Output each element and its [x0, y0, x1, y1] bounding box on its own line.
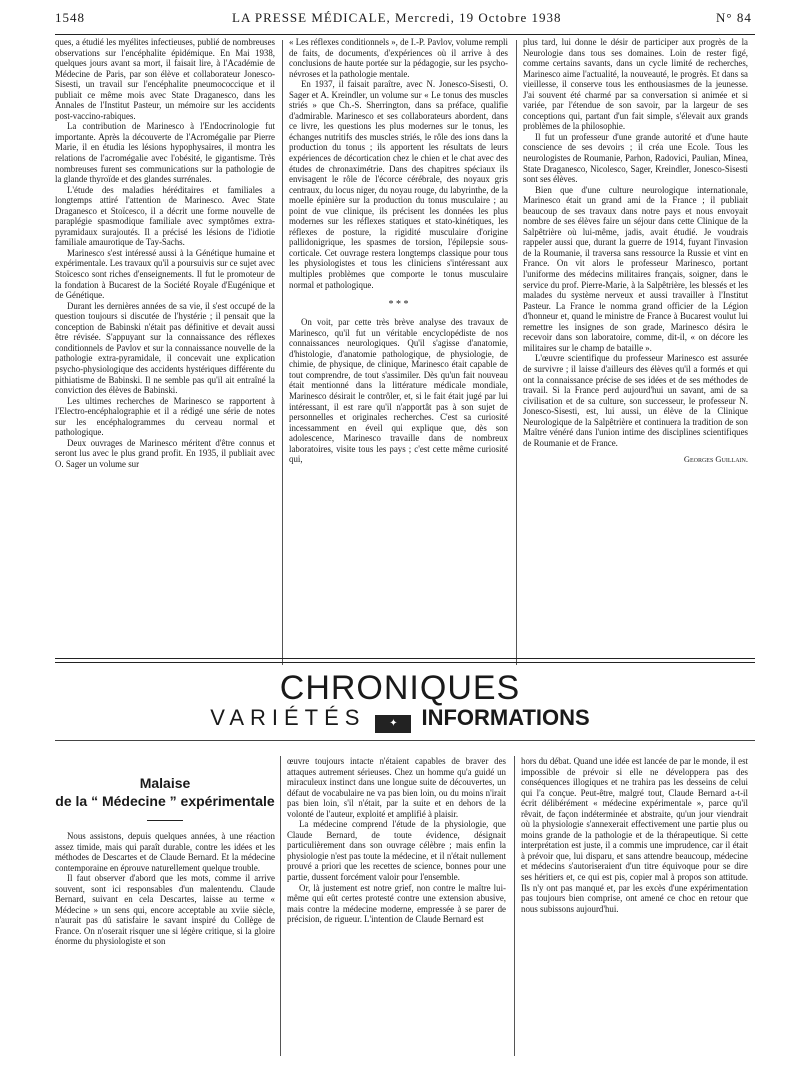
- section-double-rule: [55, 658, 755, 663]
- paragraph: La médecine comprend l'étude de la physiologie, que Claude Bernard, de toute évidence, désignait particulièrement dans son ouvrage célèbre ; mais enfin la physiologie n'est pas toute la médecine, et il n'était nullement prouvé a priori que les recettes de science, bonnes pour une partie, dussent forcément valoir pour l'ensemble.: [287, 819, 506, 883]
- paragraph: La contribution de Marinesco à l'Endocrinologie fut importante. Après la découverte de l'Acromégalie par Pierre Marie, il en étudia les lésions hypophysaires, il montra les relations de l'acromégalie avec l'obésité, le gigantisme. Très nombreuses furent ses communications sur la pathologie de la glande thyroïde et des glandes surrénales.: [55, 121, 275, 185]
- section-rule: [55, 740, 755, 741]
- article-title-line-1: Malaise: [139, 775, 191, 791]
- issue-number: N° 84: [716, 10, 752, 25]
- article-title-line-2: de la “ Médecine ” expérimentale: [55, 793, 275, 809]
- paragraph: hors du débat. Quand une idée est lancée de par le monde, il est impossible de prévoir si elle ne développera pas des conséquences illogiques et ne trahira pas les desseins de celui qui l'a conçue. Peut-être, malgré tout, Claude Bernard a-t-il écrit délibérément « médecine expérimentale », parce qu'il rêvait, de façon indéterminée et abstraite, qu'un jour viendrait où la physiologie s'annexerait effectivement une partie plus ou moins grande de la pathologie et de la thérapeutique. Si cette interprétation est juste, il a commis une imprudence, car il était à prévoir que, lui disparu, et sans attendre beaucoup, médecine et médecins s'autoriseraient d'un titre équivoque pour se dire ses héritiers et, ce qui est pis, copier mal à propos son attitude. Ils n'y ont pas manqué et, par les excès d'une expérimentation pas toujours bien comprise, ont amené ce choc en retour que nous subissons aujourd'hui.: [521, 756, 748, 914]
- column-divider: [280, 756, 281, 1056]
- paragraph: œuvre toujours intacte n'étaient capables de braver des attaques autrement sérieuses. Chez un homme qu'a guidé un miraculeux instinct dans une longue suite de découvertes, un défaut de vocabulaire ne va pas bien loin, ou du moins n'irait pas bien loin, s'il n'était, par la suite et en dehors de la volonté de l'auteur, exploité et amplifié à plaisir.: [287, 756, 506, 819]
- bottom-column-1: [55, 752, 275, 1039]
- paragraph: On voit, par cette très brève analyse des travaux de Marinesco, qu'il fut un véritable encyclopédiste de nos connaissances neurologiques. Qu'il s'agisse d'anatomie, d'histologie, d'anatomie pathologique, de physiologie, de chimie, de physique, de clinique, Marinesco était capable de tout comprendre, de tout s'assimiler. Dès qu'un fait nouveau était mentionné dans la littérature médicale mondiale, Marinesco désirait le contrôler, et, si le fait était jugé par lui intéressant, il est rare qu'il n'apportât pas à son sujet de personnelles et originales recherches. C'est sa curiosité incessamment en éveil qui explique que, dès son adolescence, Marinesco travaille dans de nombreux laboratoires, visite tous les pays ; c'est cette même curiosité qui,: [289, 317, 508, 465]
- bottom-column-3: [521, 756, 748, 1056]
- running-header: [0, 0, 800, 28]
- paragraph: Or, là justement est notre grief, non contre le maître lui-même qui eût certes protesté contre une extension abusive, mais contre la médecine moderne, empressée à se parer de précision, de rigueur. L'intention de Claude Bernard est: [287, 882, 506, 925]
- paragraph: Bien que d'une culture neurologique internationale, Marinesco était un grand ami de la France ; il publiait beaucoup de ses travaux dans notre pays et nous envoyait nombre de ses élèves faire un séjour dans cette Clinique de la Salpêtrière où lui-même, jadis, avait étudié. Je voudrais rappeler aussi que, durant la guerre de 1914, fuyant l'invasion de la Roumanie, il traversa sans ressource la Russie et vint en France. On vit alors le professeur Marinesco, portant l'uniforme des médecins militaires français, soigner, dans le service du prof. Pierre-Marie, à la Salpêtrière, les blessés et les malades du système nerveux et aussi travailler à l'Institut Pasteur. La France le nomma grand officier de la Légion d'honneur et, quand le ministre de France à Bucarest voulut lui remettre les insignes de son grade, Marinesco désira le recevoir dans son laboratoire, comme, dit-il, « on décore les militaires sur le champ de bataille ».: [523, 184, 748, 353]
- page-number: 1548: [55, 10, 85, 25]
- title-rule: [147, 820, 183, 821]
- paragraph: L'œuvre scientifique du professeur Marinesco est assurée de survivre ; il laisse d'ailleurs des élèves qu'il a formés et qui ont la connaissance précise de ses idées et de ses méthodes de travail. Si la France perd aujourd'hui un savant, ami de sa civilisation et de sa culture, son successeur, le professeur N. Jonesco-Sisesti, est, lui aussi, un élève de la Clinique Neurologique de la Salpêtrière et continuera la tradition de son Maître vénéré dans l'union intime des disciplines scientifiques de Roumanie et de France.: [523, 353, 748, 448]
- paragraph: Les ultimes recherches de Marinesco se rapportent à l'Electro-encéphalographie et il a rédigé une série de notes sur les encéphalogrammes du cerveau normal et pathologique.: [55, 395, 275, 438]
- paragraph: Durant les dernières années de sa vie, il s'est occupé de la question toujours si discutée de l'hystérie ; il pensait que la conception de Babinski n'était pas définitive et devait aussi être révisée. S'appuyant sur la connaissance des réflexes conditionnels de Pavlov et sur la connaissance nouvelle de la pathologie extra-pyramidale, il concevait une explication psycho-physiologique des accidents hystériques différente du pithiatisme de Babinski. Il ne semble pas qu'il ait entraîné la conviction des élèves de Babinski.: [55, 300, 275, 396]
- column-divider: [282, 40, 283, 665]
- section-subtitle: [0, 705, 800, 733]
- paragraph: Nous assistons, depuis quelques années, à une réaction assez timide, mais qui paraît durable, contre les idées et les méthodes de Descartes et de Claude Bernard. Et la médecine contemporaine en éprouve naturellement quelque trouble.: [55, 831, 275, 873]
- journal-title: LA PRESSE MÉDICALE, Mercredi, 19 Octobre 1938: [232, 10, 562, 25]
- paragraph: ques, a étudié les myélites infectieuses, publié de nombreuses observations sur l'encéphalite épidémique. En Mai 1938, quelques jours avant sa mort, il faisait lire, à l'Académie de Médecine de Paris, par son élève et collaborateur Jonesco-Sisesti, un travail sur l'encéphalite pneumococcique et il publiait ce même mois avec State Draganesco, dans les Annales de l'Institut Pasteur, un mémoire sur les accidents post-vaccino-rabiques.: [55, 37, 275, 121]
- section-word-informations: INFORMATIONS: [421, 705, 590, 730]
- paragraph: « Les réflexes conditionnels », de I.-P. Pavlov, volume rempli de faits, de documents, d'expériences où il arrive à des conclusions de haute portée sur la pédagogie, sur les psycho-névroses et la pathologie mentale.: [289, 37, 508, 79]
- paragraph: L'étude des maladies héréditaires et familiales a longtemps attiré l'attention de Marinesco. Avec State Draganesco et Stoïcesco, il a décrit une forme nouvelle de paraplégie spasmodique familiale avec symptômes extra-pyramidaux surajoutés. Il a précisé les lésions de l'idiotie familiale amaurotique de Tay-Sachs.: [55, 184, 275, 248]
- ornament-icon: ✦: [375, 715, 411, 733]
- header-rule: [55, 34, 755, 35]
- top-column-1: [55, 37, 275, 667]
- paragraph: Marinesco s'est intéressé aussi à la Génétique humaine et expérimentale. Les travaux qu'il a poursuivis sur ce sujet avec Stoïcesco sont riches d'enseignements. Il fut le promoteur de la fondation à Bucarest de la Société Royale d'Eugénique et de Génétique.: [55, 247, 275, 301]
- column-divider: [516, 40, 517, 665]
- section-word-varietes: VARIÉTÉS: [210, 705, 366, 730]
- author-signature: Georges Guillain.: [683, 454, 748, 465]
- top-column-2: [289, 37, 508, 667]
- bottom-column-2: [287, 756, 506, 1056]
- column-divider: [514, 756, 515, 1056]
- paragraph: Il fut un professeur d'une grande autorité et d'une haute conscience de ses devoirs ; il créa une Ecole. Tous les neurologistes de Roumanie, Parhon, Radovici, Paulian, Minea, State Draganesco, Nicolesco, Sager, Kreindler, Jonesco-Sisesti sont ses élèves.: [523, 131, 748, 185]
- section-stars: * * *: [388, 299, 409, 311]
- paragraph: Deux ouvrages de Marinesco méritent d'être connus et seront lus avec le plus grand profit. En 1935, il publiait avec O. Sager un volume sur: [55, 437, 275, 469]
- paragraph: Il faut observer d'abord que les mots, comme il arrive souvent, sont ici responsables d'un malentendu. Claude Bernard, suivant en cela Descartes, laisse au terme « Médecine » un sens qui, encore acceptable au xviie siècle, n'aurait pas dû satisfaire le savant inspiré du Collège de France. On n'oserait risquer une si légère critique, si la gloire énorme du physiologiste et son: [55, 873, 275, 947]
- paragraph: En 1937, il faisait paraître, avec N. Jonesco-Sisesti, O. Sager et A. Kreindler, un volume sur « Le tonus des muscles striés » que Ch.-S. Sherrington, dans sa préface, qualifie d'admirable. Marinesco et ses collaborateurs abordent, dans ce livre, les questions les plus modernes sur le tonus, les échanges nutritifs des muscles striés, le rôle des ions dans la production du tonus ; ils apportent les résultats de leurs expériences de décortication chez le chien et le chat avec des études de chronaximétrie. Dans des chapitres spéciaux ils envisagent le rôle de l'écorce cérébrale, des noyaux gris centraux, du locus niger, du noyau rouge, du labyrinthe, de la moelle épinière sur la production du tonus musculaire ; au point de vue clinique, ils précisent les données les plus modernes sur les réflexes statiques et stato-kinétiques, les réflexes de posture, la rigidité musculaire d'origine pallidonigrique, les spasmes de torsion, l'épilepsie sous-corticale. Cet ouvrage restera longtemps classique pour tous les physiologistes et tous les cliniciens s'intéressant aux multiples problèmes que comporte le tonus musculaire normal et pathologique.: [289, 79, 508, 290]
- top-column-3: [523, 37, 748, 667]
- section-title: CHRONIQUES: [279, 669, 521, 707]
- paragraph: plus tard, lui donne le désir de participer aux progrès de la Neurologie dans tous ses domaines. Loin de rester figé, comme certains savants, dans un cycle limité de recherches, Marinesco aime l'actualité, la nouveauté, le progrès. Et dans sa vieillesse, il conserve tous les enthousiasmes de la jeunesse. J'ai souvent été charmé par sa conversation si animée et si variée, par l'étendue de son savoir, par la largeur de ses conceptions qui, partant d'un fait simple, s'élevait aux grands problèmes de la philosophie.: [523, 37, 748, 132]
